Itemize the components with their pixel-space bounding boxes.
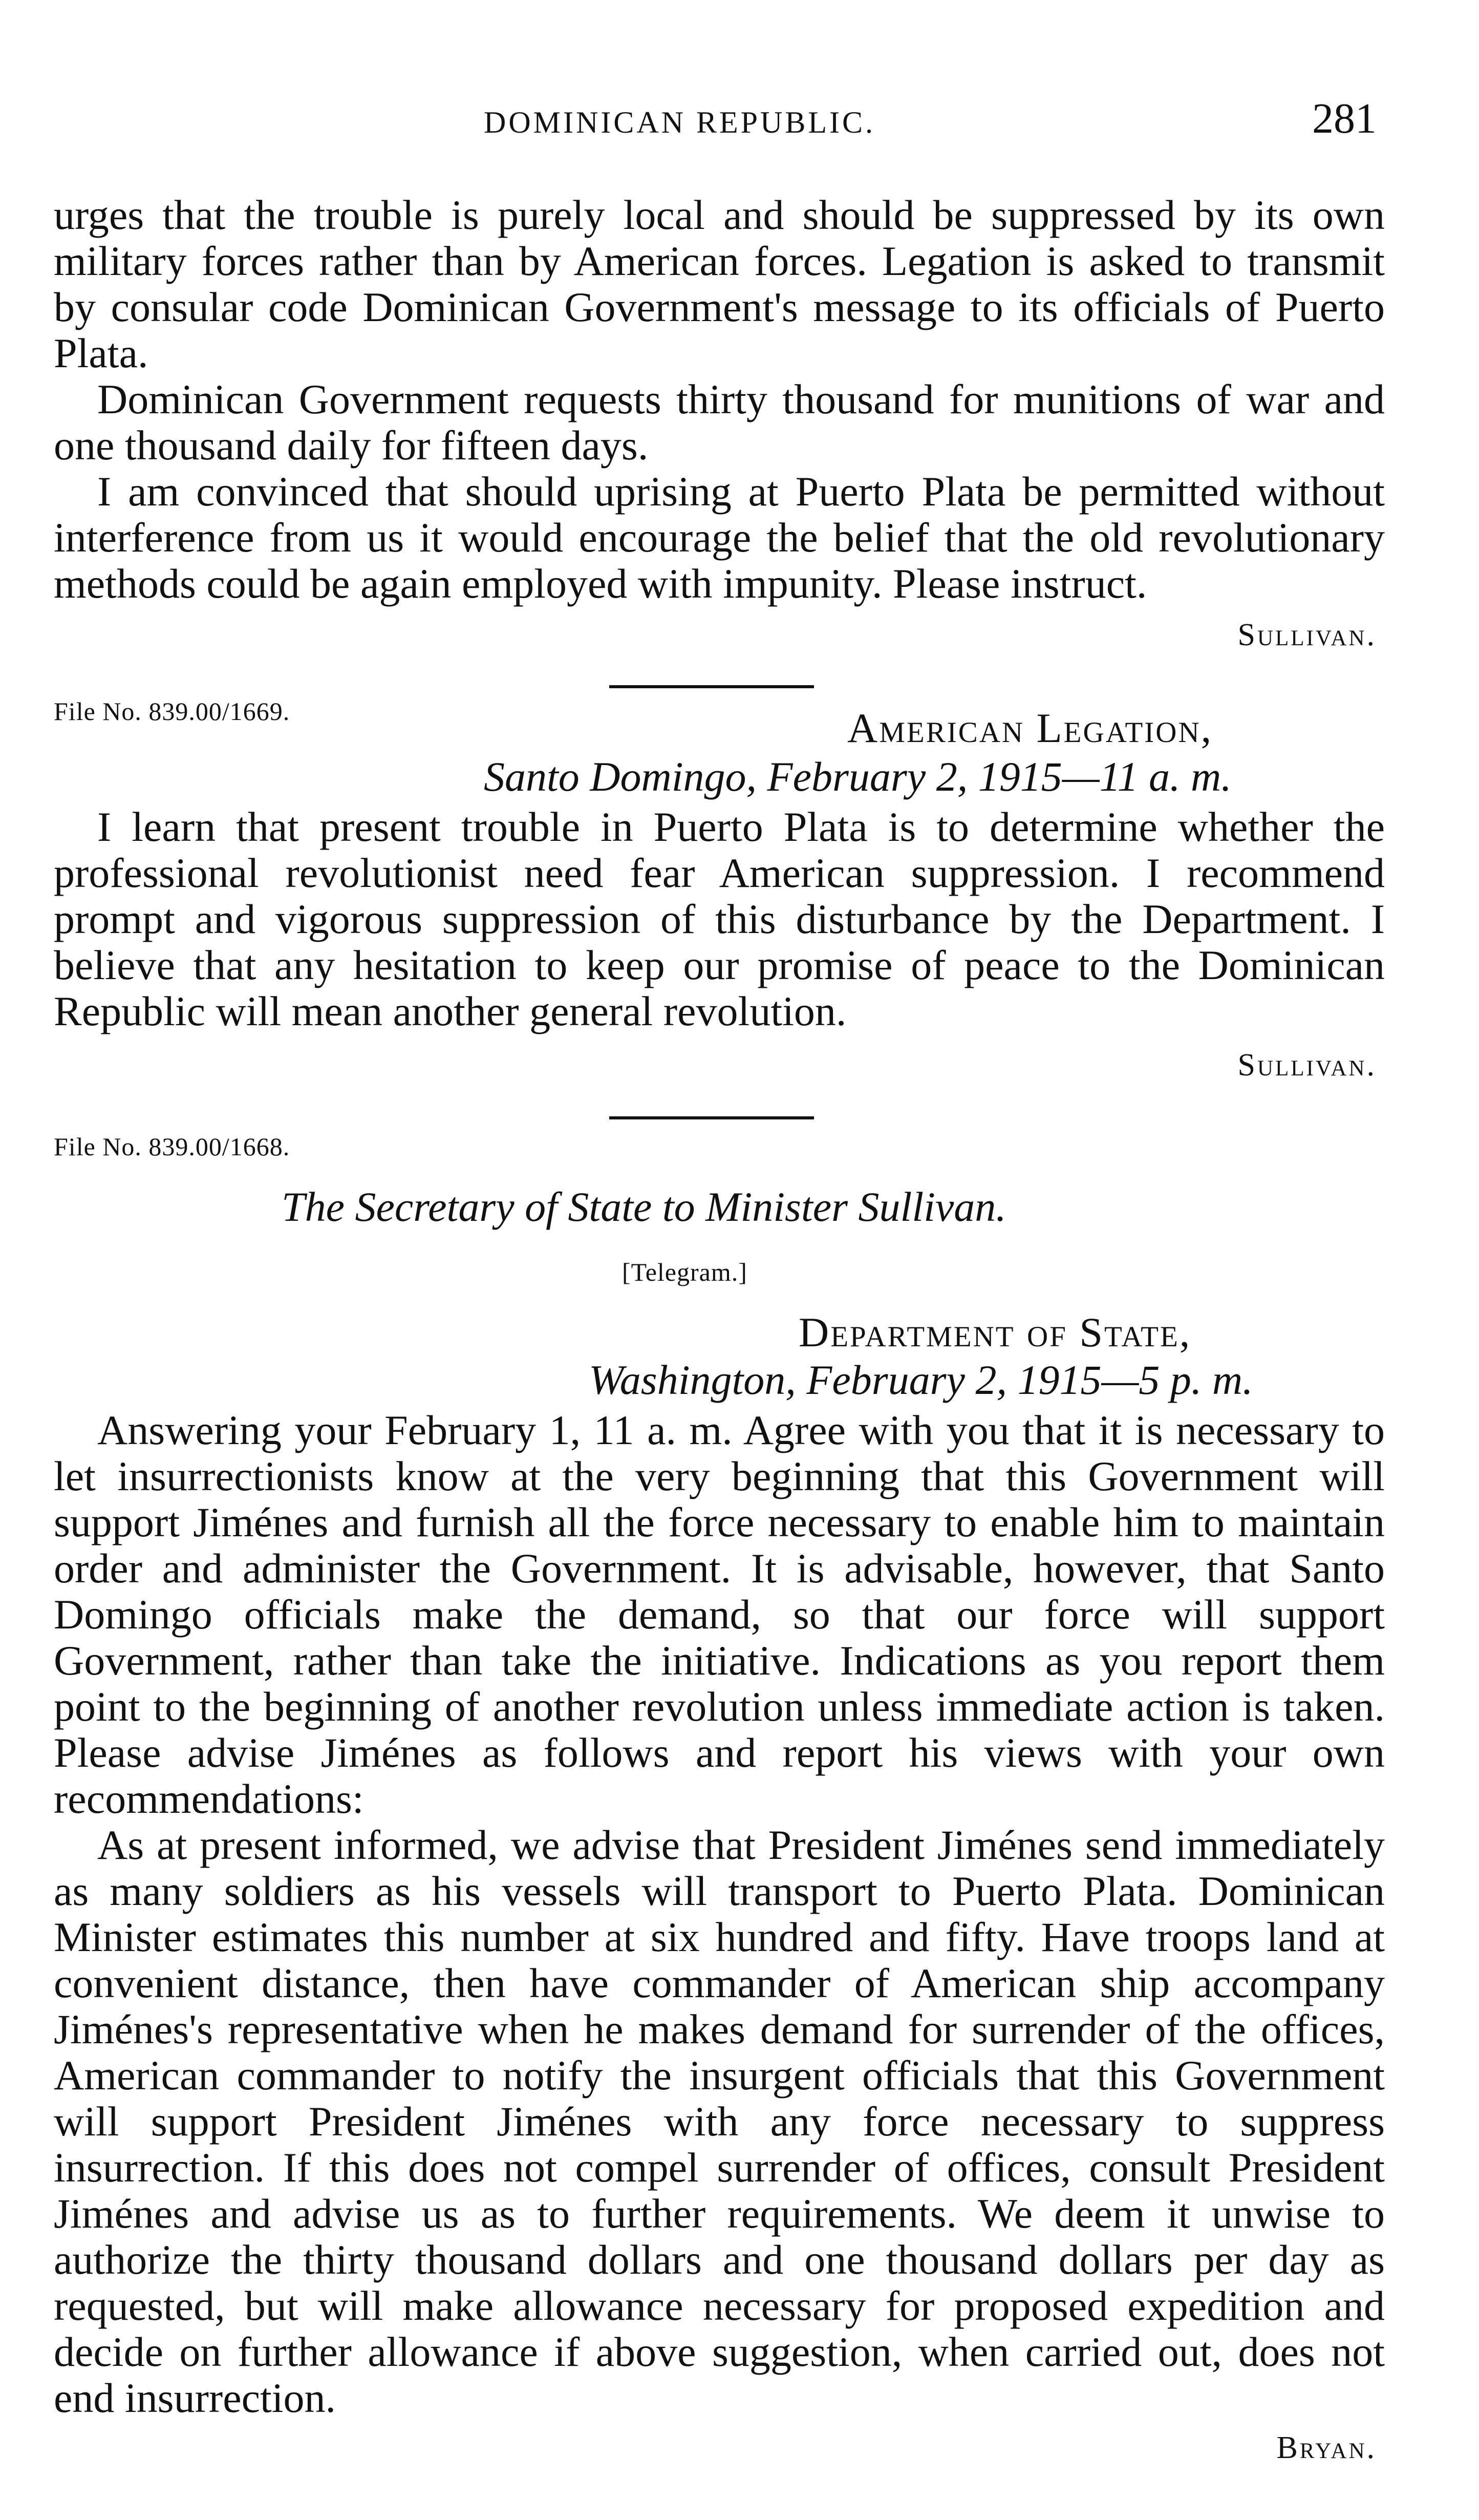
doc3-paragraph: As at present informed, we advise that President Jiménes send immediately as many soldiers as his vessels will transport to Puerto Plata. Dominican Minister estimates this number at six hundred and fifty. Have troops land at convenient distance, then have commander of American ship accompany Jiménes's representative when he makes demand for surrender of the offices, American commander to notify the insurgent officials that this Government will support President Jiménes with any force necessary to suppress insurrection. If this does not compel surrender of offices, consult President Jiménes and advise us as to further requirements. We deem it unwise to authorize the thirty thousand dollars and one thousand dollars per day as requested, but will make allowance necessary for proposed expedition and decide on further allowance if above suggestion, when carried out, does not end insurrection.	[54, 1822, 1385, 2421]
doc3-paragraph: Answering your February 1, 11 a. m. Agree with you that it is necessary to let insurrectionists know at the very beginning that this Government will support Jiménes and furnish all the force necessary to enable him to maintain order and administer the Government. It is advisable, however, that Santo Domingo officials make the demand, so that our force will support Government, rather than take the initiative. Indications as you report them point to the beginning of another revolution unless immediate action is taken. Please advise Jiménes as follows and report his views with your own recommendations:	[54, 1407, 1385, 1822]
section-divider	[609, 685, 814, 688]
doc3-signature: Bryan.	[1276, 2430, 1377, 2465]
doc1-body	[54, 192, 1385, 607]
doc3-file-number: File No. 839.00/1668.	[54, 1132, 290, 1161]
doc2-heading: American Legation,	[847, 705, 1213, 751]
running-header: DOMINICAN REPUBLIC.	[484, 105, 876, 139]
doc3-dateline: Washington, February 2, 1915—5 p. m.	[589, 1357, 1253, 1403]
doc2-dateline: Santo Domingo, February 2, 1915—11 a. m.	[484, 753, 1232, 800]
doc2-paragraph: I learn that present trouble in Puerto Plata is to determine whether the professional revolutionist need fear American suppression. I recommend prompt and vigorous suppression of this disturbance by the Department. I believe that any hesitation to keep our promise of peace to the Dominican Republic will mean another general revolution.	[54, 803, 1385, 1034]
doc3-title: The Secretary of State to Minister Sullivan.	[282, 1183, 1006, 1230]
page-number: 281	[1312, 95, 1377, 142]
doc2-file-number: File No. 839.00/1669.	[54, 697, 290, 726]
doc3-body	[54, 1407, 1385, 2421]
section-divider	[609, 1116, 814, 1119]
doc1-paragraph: urges that the trouble is purely local and should be suppressed by its own military forces rather than by American forces. Legation is asked to transmit by consular code Dominican Government's message to its officials of Puerto Plata.	[54, 192, 1385, 376]
doc1-signature: Sullivan.	[1237, 618, 1377, 652]
doc3-heading: Department of State,	[799, 1309, 1192, 1356]
doc2-body	[54, 804, 1385, 1034]
doc1-paragraph: I am convinced that should uprising at Puerto Plata be permitted without interference from us it would encourage the belief that the old revolutionary methods could be again employed with impunity. Please instruct.	[54, 468, 1385, 607]
doc3-telegram-label: [Telegram.]	[622, 1258, 747, 1286]
doc1-paragraph: Dominican Government requests thirty thousand for munitions of war and one thousand daily for fifteen days.	[54, 376, 1385, 469]
doc2-signature: Sullivan.	[1237, 1048, 1377, 1083]
